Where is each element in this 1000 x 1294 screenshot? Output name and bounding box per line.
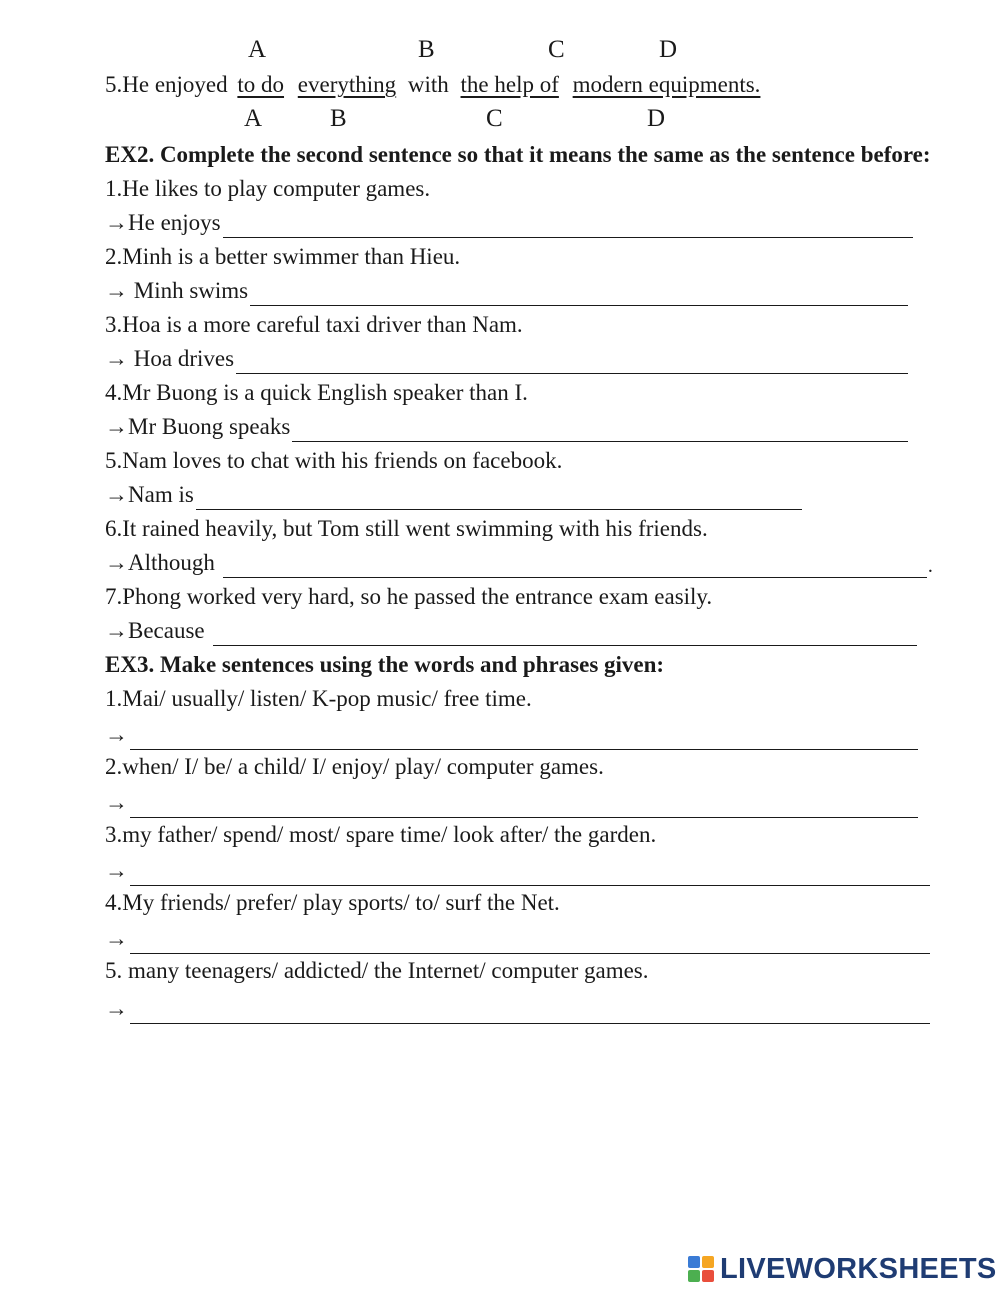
ex1-item5-sentence [105, 70, 760, 100]
letter-c: C [486, 105, 503, 132]
ex2-item2-prompt: → Minh swims [105, 278, 249, 303]
ex3-item2-answer [105, 786, 918, 818]
ex1-bottom-letters [0, 105, 1000, 135]
ex3-item4-input[interactable] [130, 929, 930, 954]
option-c-text: the help of [460, 72, 559, 97]
ex2-item7-input[interactable] [213, 621, 917, 646]
ex3-item2-sentence: 2.when/ I/ be/ a child/ I/ enjoy/ play/ computer games. [105, 754, 604, 779]
ex2-item1-prompt: →He enjoys [105, 210, 221, 235]
ex3-item3-answer [105, 854, 930, 886]
ex2-item7-sentence: 7.Phong worked very hard, so he passed the entrance exam easily. [105, 584, 713, 609]
ex3-item1-sentence: 1.Mai/ usually/ listen/ K-pop music/ free time. [105, 686, 532, 711]
option-d-text: modern equipments. [572, 72, 761, 97]
letter-d: D [647, 105, 666, 132]
ex3-item3-sentence: 3.my father/ spend/ most/ spare time/ look after/ the garden. [105, 822, 657, 847]
arrow-icon: → [105, 790, 128, 815]
ex3-heading: EX3. Make sentences using the words and phrases given: [105, 652, 665, 677]
ex3-item4-answer [105, 922, 930, 954]
ex2-item1-input[interactable] [223, 213, 913, 238]
arrow-icon: → [105, 858, 128, 883]
ex2-item6-period: . [927, 555, 933, 577]
ex2-heading: EX2. Complete the second sentence so that it means the same as the sentence before: [105, 142, 931, 167]
ex2-item4-answer [105, 410, 908, 442]
ex2-item6-input[interactable] [223, 553, 927, 578]
ex2-item2-input[interactable] [250, 281, 908, 306]
ex2-item2-answer [105, 274, 908, 306]
ex3-item3-input[interactable] [130, 861, 930, 886]
ex2-item6-prompt: →Although [105, 550, 215, 575]
item5-mid-word: with [407, 72, 449, 97]
ex2-item3-prompt: → Hoa drives [105, 346, 235, 371]
ex2-item6-answer [105, 546, 933, 578]
ex2-item4-input[interactable] [292, 417, 908, 442]
ex2-item5-prompt: →Nam is [105, 482, 194, 507]
letter-a: A [244, 105, 263, 132]
liveworksheets-logo-text: LIVEWORKSHEETS [720, 1252, 997, 1285]
item5-prefix: 5.He enjoyed [105, 72, 228, 97]
logo-square-4 [702, 1270, 714, 1282]
ex2-item7-prompt: →Because [105, 618, 205, 643]
ex2-item6-sentence: 6.It rained heavily, but Tom still went swimming with his friends. [105, 516, 708, 541]
logo-square-1 [688, 1256, 700, 1268]
ex3-item1-answer [105, 718, 918, 750]
arrow-icon: → [105, 996, 128, 1021]
ex2-item5-answer [105, 478, 802, 510]
liveworksheets-logo[interactable] [688, 1253, 997, 1285]
liveworksheets-logo-icon [688, 1256, 714, 1282]
ex2-item4-sentence: 4.Mr Buong is a quick English speaker than I. [105, 380, 528, 405]
option-a-text: to do [237, 72, 285, 97]
letter-b: B [330, 105, 347, 132]
ex2-item3-answer [105, 342, 908, 374]
ex3-item2-input[interactable] [130, 793, 918, 818]
arrow-icon: → [105, 722, 128, 747]
ex3-item1-input[interactable] [130, 725, 918, 750]
ex3-item4-sentence: 4.My friends/ prefer/ play sports/ to/ surf the Net. [105, 890, 560, 915]
ex2-item5-sentence: 5.Nam loves to chat with his friends on facebook. [105, 448, 563, 473]
ex2-item3-input[interactable] [236, 349, 908, 374]
letter-c: C [548, 36, 565, 63]
arrow-icon: → [105, 926, 128, 951]
logo-square-2 [702, 1256, 714, 1268]
ex3-item5-answer [105, 992, 930, 1024]
ex1-top-letters [0, 36, 1000, 66]
ex3-item5-sentence: 5. many teenagers/ addicted/ the Internet/ computer games. [105, 958, 649, 983]
logo-square-3 [688, 1270, 700, 1282]
letter-b: B [418, 36, 435, 63]
letter-d: D [659, 36, 678, 63]
ex2-item2-sentence: 2.Minh is a better swimmer than Hieu. [105, 244, 461, 269]
ex2-item3-sentence: 3.Hoa is a more careful taxi driver than Nam. [105, 312, 523, 337]
ex3-item5-input[interactable] [130, 999, 930, 1024]
ex2-item5-input[interactable] [196, 485, 802, 510]
ex2-item4-prompt: →Mr Buong speaks [105, 414, 291, 439]
ex2-item1-sentence: 1.He likes to play computer games. [105, 176, 431, 201]
ex2-item1-answer [105, 206, 913, 238]
ex2-item7-answer [105, 614, 917, 646]
letter-a: A [248, 36, 267, 63]
option-b-text: everything [297, 72, 397, 97]
